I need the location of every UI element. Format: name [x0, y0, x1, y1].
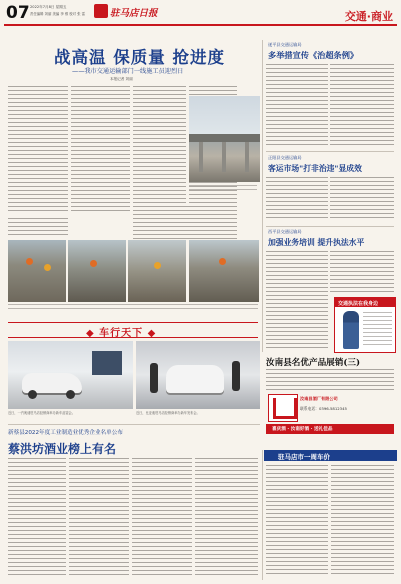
lead-byline: 本报记者 刘丽: [110, 77, 133, 81]
promo-slogan-bar: [266, 424, 394, 434]
bottom-rule: [8, 424, 260, 425]
bottom-title: 蔡洪坊酒业榜上有名: [8, 442, 117, 456]
right-article-2-body: [266, 177, 328, 221]
officer-illustration: [343, 311, 359, 349]
traffic-ad-box: [334, 297, 396, 353]
banner-text: ◆ 车行天下 ◆: [86, 327, 157, 339]
page-number: 07: [6, 3, 30, 23]
right-article-1-body: [266, 64, 328, 146]
lead-text-col-3: [133, 86, 186, 204]
lead-subtitle: ——我市交通运输部门一线施工员迎烈日: [72, 68, 184, 75]
bottom-body-3: [132, 458, 192, 578]
worker-photo-4: [189, 240, 259, 302]
editor-line: 责任编辑 刘丽 美编 李 维 校对 张 雷: [30, 12, 86, 16]
bottom-right-divider: [262, 450, 263, 580]
car-photo-audi: [8, 341, 133, 409]
right-article-2-kicker: 正阳县交通运输局: [268, 155, 302, 160]
bridge-photo-caption: [189, 185, 257, 190]
section-banner: [8, 322, 258, 338]
bottom-kicker: 新蔡县2022年度工业制造业优秀企业名单公布: [8, 430, 123, 436]
worker-photo-captions: [8, 304, 258, 309]
ad-box-title: 交通执法在我身边: [338, 300, 379, 307]
right-column-divider: [262, 40, 263, 352]
right-article-2-body-b: [330, 177, 394, 221]
lead-text-col-2: [71, 86, 130, 214]
right-article-3-title: 加强业务培训 提升执法水平: [268, 238, 365, 247]
promo-phone: 联系电话：0396-5812345: [300, 406, 347, 411]
right-article-1-kicker: 遂平县交通运输局: [268, 42, 302, 47]
car-caption-audi: 近日，一汽奥迪驻马店经销商举办新车品鉴会。: [8, 411, 75, 415]
right-article-1-body-b: [330, 64, 394, 146]
worker-photo-3: [128, 240, 186, 302]
weekly-prices-header: [264, 450, 397, 461]
right-article-3-body: [266, 251, 328, 351]
weekly-prices-body-1: [266, 465, 328, 577]
worker-photo-1: [8, 240, 66, 302]
worker-photo-2: [68, 240, 126, 302]
promo-title: 汝南县名优产品展销(三): [266, 358, 361, 368]
promo-block: [264, 356, 397, 452]
bottom-body-4: [195, 458, 258, 578]
masthead: [0, 0, 401, 38]
promo-slogan: 喜庆酒 · 汝南好酒 · 送礼佳品: [272, 427, 333, 432]
car-photo-byd: [136, 341, 260, 409]
car-caption-byd: 近日，比亚迪驻马店经销商举办新车发布会。: [136, 411, 200, 415]
lead-text-col-1b: [8, 218, 68, 238]
weekly-prices-title: 驻马店市一周车价: [278, 452, 330, 461]
section-title: 交通·商业: [344, 10, 393, 23]
right-rule-2: [266, 226, 394, 227]
weekly-prices-body-2: [331, 465, 394, 577]
paper-logo: [94, 4, 158, 19]
lead-text-col-3b: [133, 206, 237, 240]
lead-text-col-1: [8, 86, 68, 214]
bottom-body-1: [8, 458, 66, 578]
right-article-3-body-b: [330, 251, 394, 293]
ad-box-text: [363, 312, 392, 346]
right-article-1-title: 多举措宣传《治超条例》: [268, 50, 359, 60]
lead-title: 战高温 保质量 抢进度: [54, 48, 225, 67]
right-article-2-title: 客运市场"打非治违"显成效: [268, 164, 362, 173]
right-article-3-kicker: 西平县交通运输局: [268, 229, 302, 234]
bottom-body-2: [69, 458, 129, 578]
paper-name: 驻马店日报: [110, 8, 158, 19]
logo-seal-icon: [94, 4, 108, 18]
promo-brand-logo-icon: [268, 394, 298, 422]
promo-brand-line: 汝南县酒厂有限公司: [300, 396, 338, 401]
promo-body: [266, 369, 394, 391]
bridge-photo: [189, 96, 260, 182]
date-line: 2022年7月8日 星期五: [30, 5, 67, 9]
masthead-rule: [4, 24, 397, 26]
right-rule-1: [266, 151, 394, 152]
